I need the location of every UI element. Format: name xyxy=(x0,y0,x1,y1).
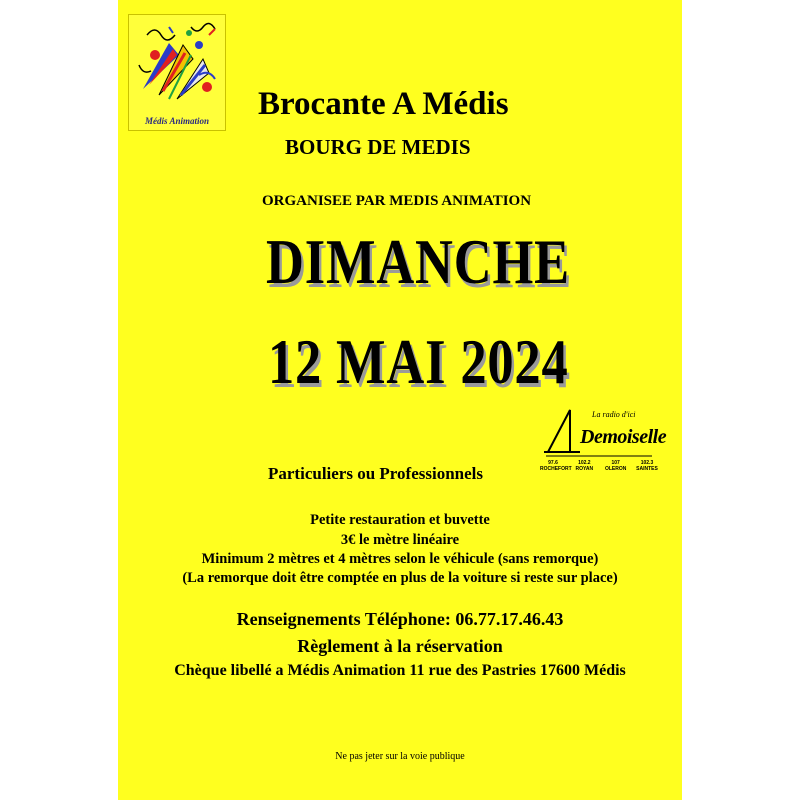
event-day: DIMANCHE xyxy=(266,226,570,297)
radio-name: Demoiselle xyxy=(580,426,667,448)
radio-demoiselle-logo xyxy=(540,406,667,474)
contact-phone: Renseignements Téléphone: 06.77.17.46.43 xyxy=(236,609,564,629)
event-location: BOURG DE MEDIS xyxy=(285,135,471,159)
detail-line: Minimum 2 mètres et 4 mètres selon le véhicule (sans remorque) xyxy=(201,551,599,567)
radio-frequency: 102.2 ROYAN xyxy=(575,460,594,472)
cheque-info: Chèque libellé a Médis Animation 11 rue des Pastries 17600 Médis xyxy=(174,662,626,679)
event-organizer: ORGANISEE PAR MEDIS ANIMATION xyxy=(262,193,532,209)
footer-note: Ne pas jeter sur la voie publique xyxy=(335,751,465,762)
payment-info: Règlement à la réservation xyxy=(297,636,503,656)
event-title: Brocante A Médis xyxy=(258,86,509,122)
detail-line: 3€ le mètre linéaire xyxy=(340,532,460,548)
party-horns-icon xyxy=(129,15,225,115)
radio-frequencies xyxy=(540,460,660,472)
detail-line: Petite restauration et buvette xyxy=(310,512,490,528)
detail-line: (La remorque doit être comptée en plus de la voiture si reste sur place) xyxy=(182,570,618,586)
logo-caption: Médis Animation xyxy=(145,116,209,126)
radio-frequency: 107 OLERON xyxy=(604,460,627,472)
event-date: 12 MAI 2024 xyxy=(268,326,569,397)
radio-frequency: 97.6 ROCHEFORT xyxy=(540,460,572,472)
audience-line: Particuliers ou Professionnels xyxy=(268,464,483,483)
radio-frequency: 102.3 SAINTES xyxy=(636,460,658,472)
medis-animation-logo xyxy=(128,14,226,131)
radio-tagline: La radio d'ici xyxy=(592,410,636,419)
